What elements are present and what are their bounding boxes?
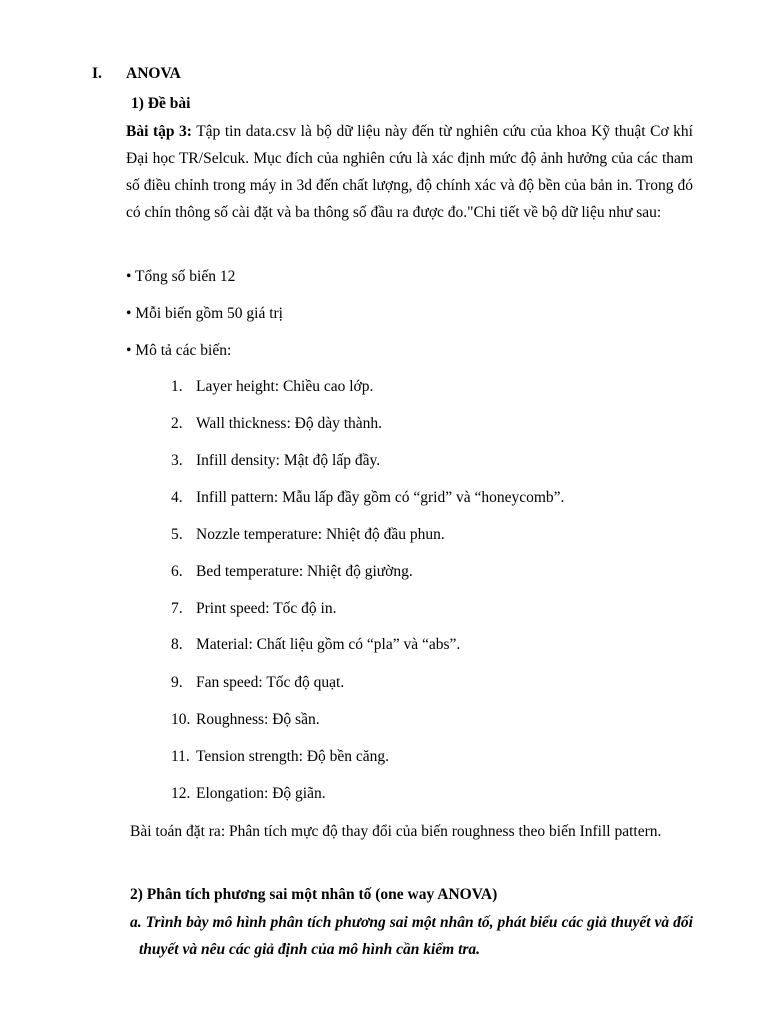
list-item-number: 10. [171,711,191,728]
list-item-text: Infill density: Mật độ lấp đầy. [196,452,381,469]
subsection-1-title: 1) Đề bài [131,95,191,112]
list-item-text: Bed temperature: Nhiệt độ giường. [196,563,413,580]
item-a-text [130,909,693,963]
list-item-text: Elongation: Độ giãn. [196,785,326,802]
list-item-number: 11. [171,748,190,765]
bullet-variable-description: • Mô tả các biến: [126,342,232,359]
bullet-values-per-variable: • Mỗi biến gồm 50 giá trị [126,305,283,322]
list-item-number: 5. [171,526,183,543]
exercise-label: Bài tập 3: [126,123,192,140]
problem-statement: Bài toán đặt ra: Phân tích mực độ thay đổi của biến roughness theo biến Infill pattern. [130,823,662,840]
list-item-text: Fan speed: Tốc độ quạt. [196,674,345,691]
exercise-paragraph [126,118,693,226]
list-item-number: 6. [171,563,183,580]
list-item-number: 7. [171,600,183,617]
list-item-text: Layer height: Chiều cao lớp. [196,378,374,395]
list-item-number: 9. [171,674,183,691]
list-item-number: 3. [171,452,183,469]
list-item-text: Nozzle temperature: Nhiệt độ đầu phun. [196,526,445,543]
list-item-text: Wall thickness: Độ dày thành. [196,415,383,432]
list-item-number: 1. [171,378,183,395]
exercise-text: Tập tin data.csv là bộ dữ liệu này đến từ nghiên cứu của khoa Kỹ thuật Cơ khí Đại học TR/Selcuk. Mục đích của nghiên cứu là xác định mức độ ảnh hưởng của các tham số điều chỉnh trong máy in 3d đến chất lượng, độ chính xác và độ bền của bản in. Trong đó có chín thông số cài đặt và ba thông số đầu ra được đo."Chi tiết về bộ dữ liệu như sau: [126,123,693,221]
section-number: I. [92,65,102,82]
section-title: ANOVA [126,65,181,82]
item-a-content: a. Trình bày mô hình phân tích phương sai một nhân tố, phát biểu các giả thuyết và đối thuyết và nêu các giả định của mô hình cần kiểm tra. [130,914,693,958]
list-item-text: Infill pattern: Mẫu lấp đầy gồm có “grid” và “honeycomb”. [196,489,565,506]
list-item-text: Print speed: Tốc độ in. [196,600,337,617]
bullet-total-variables: • Tổng số biến 12 [126,268,236,285]
subsection-2-title: 2) Phân tích phương sai một nhân tố (one way ANOVA) [130,886,498,903]
list-item-text: Roughness: Độ sần. [196,711,320,728]
list-item-number: 4. [171,489,183,506]
list-item-text: Tension strength: Độ bền căng. [196,748,390,765]
list-item-number: 8. [171,636,183,653]
list-item-text: Material: Chất liệu gồm có “pla” và “abs”. [196,636,461,653]
list-item-number: 12. [171,785,191,802]
list-item-number: 2. [171,415,183,432]
